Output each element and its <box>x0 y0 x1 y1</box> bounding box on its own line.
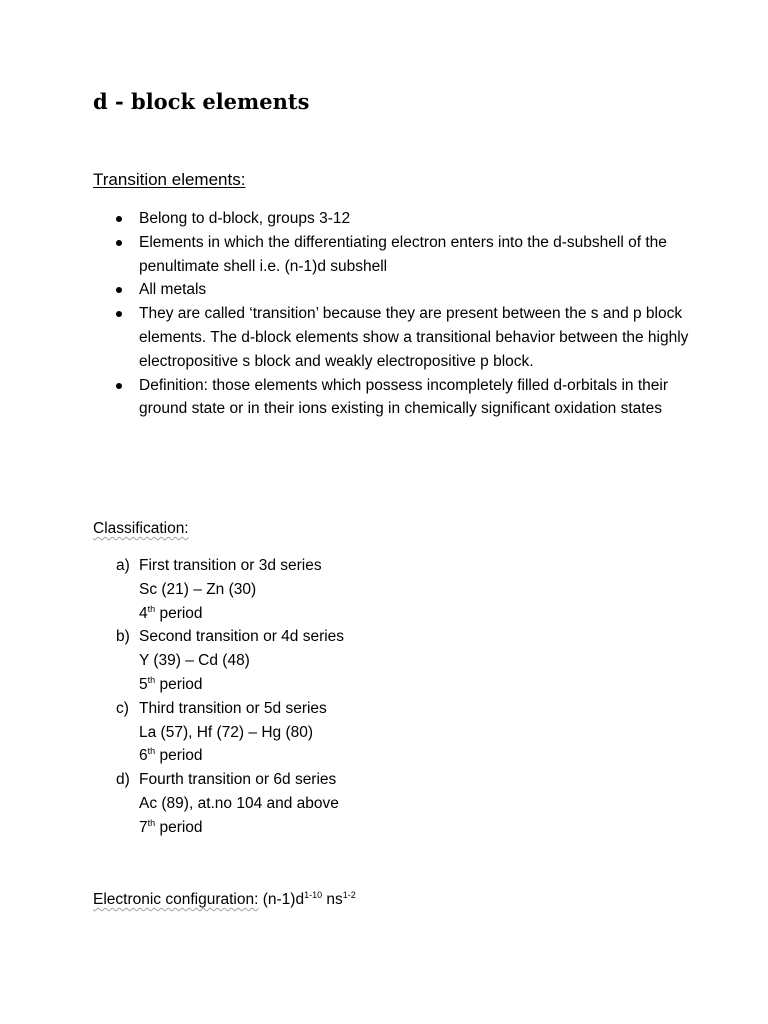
classification-list <box>110 554 670 840</box>
period-line: 5th period <box>139 674 203 693</box>
list-marker: d) <box>116 771 130 789</box>
classification-item <box>110 697 670 768</box>
electronic-configuration-line <box>93 889 356 911</box>
series-name: Second transition or 4d series <box>139 628 345 646</box>
period-line: 4th period <box>139 603 203 622</box>
period-line: 7th period <box>139 817 203 836</box>
bullet-item <box>110 231 690 279</box>
bullet-icon <box>116 287 122 293</box>
document-title: d - block elements <box>93 89 310 114</box>
bullet-item <box>110 207 690 231</box>
element-range: Y (39) – Cd (48) <box>139 652 250 670</box>
bullet-item <box>110 278 690 302</box>
bullet-icon <box>116 311 122 317</box>
list-marker: c) <box>116 699 129 717</box>
bullet-icon <box>116 216 122 222</box>
list-marker: b) <box>116 628 130 646</box>
electronic-configuration-label: Electronic configuration: <box>93 891 259 908</box>
bullet-item <box>110 302 690 373</box>
element-range: La (57), Hf (72) – Hg (80) <box>139 723 314 741</box>
bullet-text: They are called ‘transition’ because they are present between the s and p block elements. The d-block elements show a transitional behavior between the highly electropositive s block and weakly electropositive p block. <box>139 305 689 370</box>
transition-elements-heading: Transition elements: <box>93 170 246 189</box>
config-formula-part2: ns <box>322 891 343 908</box>
bullet-text: All metals <box>139 281 207 299</box>
classification-item <box>110 625 670 696</box>
classification-item <box>110 554 670 625</box>
bullet-text: Belong to d-block, groups 3-12 <box>139 210 351 227</box>
bullet-icon <box>116 383 122 389</box>
classification-heading-text: Classification: <box>93 520 189 537</box>
classification-heading <box>93 518 189 540</box>
bullet-text: Definition: those elements which possess incompletely filled d-orbitals in their ground state or in their ions existing in chemically significant oxidation states <box>139 376 668 418</box>
classification-item <box>110 768 670 839</box>
element-range: Sc (21) – Zn (30) <box>139 580 257 598</box>
config-formula-sup2: 1-2 <box>342 890 356 900</box>
series-name: Fourth transition or 6d series <box>139 771 337 789</box>
bullet-item <box>110 374 690 422</box>
config-formula-part1: (n-1)d <box>262 891 305 908</box>
transition-bullet-list <box>110 207 690 421</box>
period-line: 6th period <box>139 746 203 765</box>
bullet-text: Elements in which the differentiating electron enters into the d-subshell of the penultimate shell i.e. (n-1)d subshell <box>139 233 667 275</box>
element-range: Ac (89), at.no 104 and above <box>139 794 339 812</box>
list-marker: a) <box>116 557 130 574</box>
series-name: First transition or 3d series <box>139 557 322 574</box>
bullet-icon <box>116 240 122 246</box>
config-formula-sup1: 1-10 <box>304 890 323 900</box>
series-name: Third transition or 5d series <box>139 699 327 717</box>
